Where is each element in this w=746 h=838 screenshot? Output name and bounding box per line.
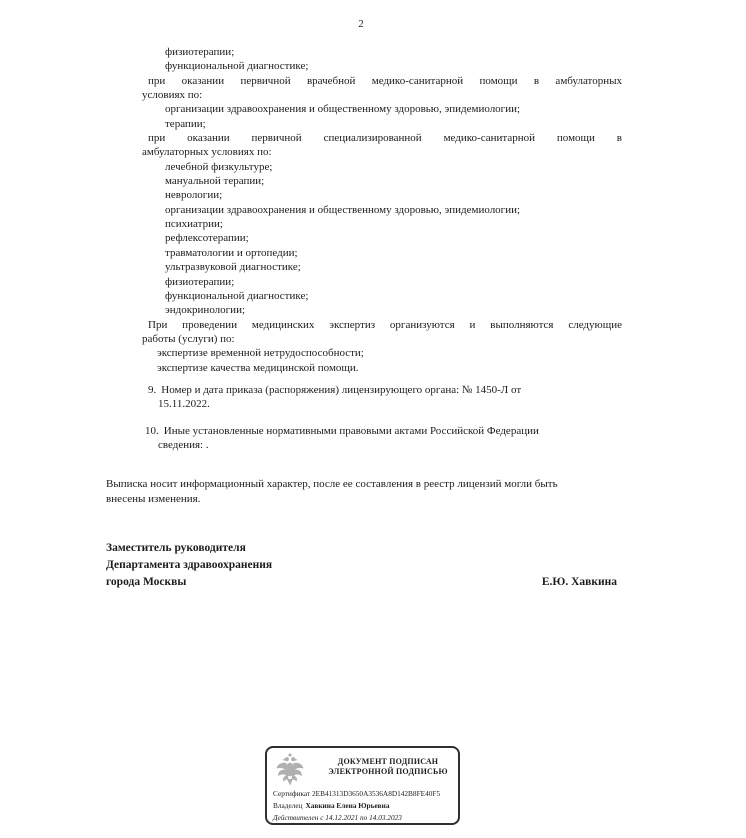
item-10-line <box>145 424 622 438</box>
activity-line: экспертизе временной нетрудоспособности; <box>157 347 364 360</box>
activity-line: функциональной диагностике; <box>165 289 309 302</box>
activity-line: при оказании первичной специализированной медико-санитарной помощи в <box>148 132 622 145</box>
activity-line: физиотерапии; <box>165 275 235 288</box>
electronic-signature-stamp <box>265 746 460 825</box>
activity-line: эндокринологии; <box>165 304 246 317</box>
activity-line: условиях по: <box>142 89 203 102</box>
signatory-name: Е.Ю. Хавкина <box>541 576 617 589</box>
signatory-title-line: Департамента здравоохранения <box>106 559 273 572</box>
activity-line: терапии; <box>165 117 206 130</box>
certificate-value: 2EB41313D3650A3536A8D142B8FE40F5 <box>311 789 441 798</box>
activity-line: физиотерапии; <box>165 46 235 58</box>
certificate-line <box>273 788 440 800</box>
item-10-number: 10. <box>145 424 159 437</box>
disclaimer-line: Выписка носит информационный характер, после ее составления в реестр лицензий могли быть <box>106 478 558 491</box>
stamp-title-line: ДОКУМЕНТ ПОДПИСАН <box>337 757 439 766</box>
activity-line: неврологии; <box>165 189 223 202</box>
stamp-title <box>319 757 457 777</box>
signatory-title-line: города Москвы <box>106 576 187 589</box>
activity-line: лечебной физкультуре; <box>165 160 273 173</box>
signatory-title-line: Заместитель руководителя <box>106 542 246 555</box>
item-9-number: 9. <box>148 383 157 396</box>
item-9-text: Номер и дата приказа (распоряжения) лицензирующего органа: № 1450-Л от <box>161 383 522 396</box>
document-body <box>106 45 622 591</box>
activity-line: мануальной терапии; <box>165 175 265 188</box>
owner-label: Владелец <box>273 801 303 810</box>
activity-line: ультразвуковой диагностике; <box>165 261 301 274</box>
activity-line: функциональной диагностике; <box>165 60 309 73</box>
activity-line: работы (услуги) по: <box>142 332 235 345</box>
item-10 <box>106 424 622 453</box>
signature-block <box>106 540 617 591</box>
item-10-text: Иные установленные нормативными правовыми актами Российской Федерации <box>163 424 539 437</box>
owner-line <box>273 800 440 812</box>
signatory-row <box>106 574 617 591</box>
disclaimer-line: внесены изменения. <box>106 492 201 505</box>
activity-line: рефлексотерапии; <box>165 232 249 245</box>
activity-line: при оказании первичной врачебной медико-санитарной помощи в амбулаторных <box>148 74 622 87</box>
validity-line: Действителен с 14.12.2021 по 14.03.2023 <box>273 813 402 822</box>
certificate-label: Сертификат <box>273 789 311 798</box>
coat-of-arms-icon <box>275 753 305 786</box>
activity-line: При проведении медицинских экспертиз организуются и выполняются следующие <box>148 318 622 331</box>
activity-line: экспертизе качества медицинской помощи. <box>157 361 359 374</box>
activity-line: организации здравоохранения и общественному здоровью, эпидемиологии; <box>165 103 521 116</box>
item-9-continuation: 15.11.2022. <box>158 398 210 411</box>
item-9 <box>106 383 622 412</box>
stamp-info <box>273 788 440 824</box>
activity-line: травматологии и ортопедии; <box>165 246 298 259</box>
activity-line: организации здравоохранения и общественному здоровью, эпидемиологии; <box>165 203 521 216</box>
activity-line: психиатрии; <box>165 218 223 231</box>
item-9-line <box>148 383 622 397</box>
activity-line: амбулаторных условиях по: <box>142 146 272 159</box>
page-number: 2 <box>358 18 364 30</box>
owner-name: Хавкина Елена Юрьевна <box>305 801 390 810</box>
stamp-title-line: ЭЛЕКТРОННОЙ ПОДПИСЬЮ <box>328 767 448 776</box>
disclaimer-note <box>106 477 622 506</box>
item-10-continuation: сведения: . <box>158 438 209 451</box>
